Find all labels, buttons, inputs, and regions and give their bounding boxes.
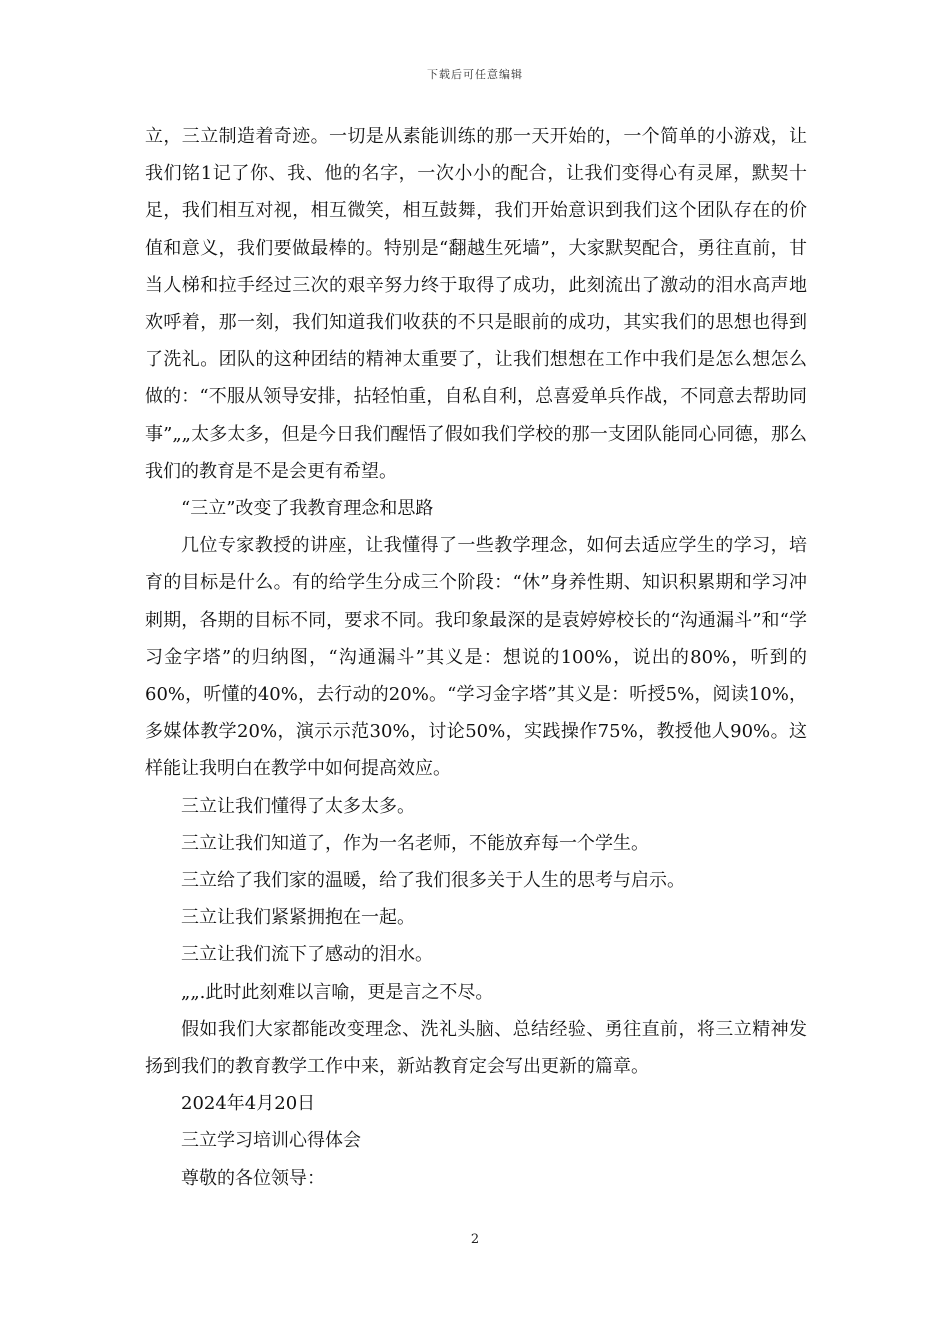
salutation: 尊敬的各位领导： bbox=[181, 1167, 325, 1189]
paragraph-9: 假如我们大家都能改变理念、洗礼头脑、总结经验、勇往直前，将三立精神发扬到我们的教育教学工作中来，新站教育定会写出更新的篇章。 bbox=[145, 1018, 807, 1078]
paragraph-8: „„.此时此刻难以言喻，更是言之不尽。 bbox=[181, 981, 494, 1003]
paragraph-7: 三立让我们流下了感动的泪水。 bbox=[181, 944, 433, 966]
section-heading: “三立”改变了我教育理念和思路 bbox=[181, 498, 434, 520]
paragraph-1: 立，三立制造着奇迹。一切是从素能训练的那一天开始的，一个简单的小游戏，让我们铭1记了你、我、他的名字，一次小小的配合，让我们变得心有灵犀，默契十足，我们相互对视，相互微笑，相互鼓舞，我们开始意识到我们这个团队存在的价值和意义，我们要做最棒的。特别是“翻越生死墙”，大家默契配合，勇往直前，甘当人梯和拉手经过三次的艰辛努力终于取得了成功，此刻流出了激动的泪水高声地欢呼着，那一刻，我们知道我们收获的不只是眼前的成功，其实我们的思想也得到了洗礼。团队的这种团结的精神太重要了，让我们想想在工作中我们是怎么想怎么做的：“不服从领导安排，拈轻怕重，自私自利，总喜爱单兵作战，不同意去帮助同事”„„太多太多，但是今日我们醒悟了假如我们学校的那一支团队能同心同德，那么我们的教育是不是会更有希望。 bbox=[145, 126, 807, 482]
date-line: 2024年4月20日 bbox=[181, 1093, 316, 1115]
paragraph-4: 三立让我们知道了，作为一名老师，不能放弃每一个学生。 bbox=[181, 832, 649, 854]
document-body bbox=[145, 118, 807, 1197]
paragraph-3: 三立让我们懂得了太多太多。 bbox=[181, 795, 415, 817]
paragraph-6: 三立让我们紧紧拥抱在一起。 bbox=[181, 907, 415, 929]
page-header: 下载后可任意编辑 bbox=[427, 68, 523, 81]
page-number: 2 bbox=[470, 1232, 480, 1247]
paragraph-2: 几位专家教授的讲座，让我懂得了一些教学理念，如何去适应学生的学习，培育的目标是什么。有的给学生分成三个阶段：“休”身养性期、知识积累期和学习冲刺期，各期的目标不同，要求不同。我印象最深的是袁婷婷校长的“沟通漏斗”和“学习金字塔”的归纳图，“沟通漏斗”其义是：想说的100%，说出的80%，听到的60%，听懂的40%，去行动的20%。“学习金字塔”其义是：听授5%，阅读10%，多媒体教学20%，演示示范30%，讨论50%，实践操作75%，教授他人90%。这样能让我明白在教学中如何提高效应。 bbox=[145, 535, 807, 780]
document-title: 三立学习培训心得体会 bbox=[181, 1130, 361, 1152]
paragraph-5: 三立给了我们家的温暖，给了我们很多关于人生的思考与启示。 bbox=[181, 870, 685, 892]
